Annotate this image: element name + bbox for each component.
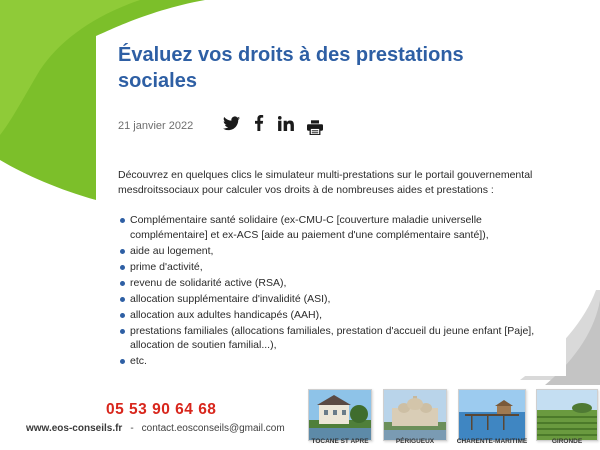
list-item: prime d'activité, [118, 260, 558, 275]
article-date: 21 janvier 2022 [118, 120, 194, 132]
town-photo-image [537, 390, 597, 440]
share-linkedin-button[interactable] [275, 112, 297, 134]
linkedin-icon [278, 116, 294, 131]
location-label: PÉRIGUEUX [395, 438, 435, 445]
photo-tocane-st-apre [308, 389, 372, 441]
contact-separator: - [130, 423, 134, 434]
twitter-icon [223, 116, 240, 131]
article-title: Évaluez vos droits à des prestations sociales [118, 44, 464, 92]
article-card [96, 36, 566, 376]
list-item: etc. [118, 354, 558, 369]
share-facebook-button[interactable] [248, 112, 270, 134]
photo-gironde [536, 389, 598, 441]
list-item: revenu de solidarité active (RSA), [118, 276, 558, 291]
location-label: TOCANE ST APRE [311, 438, 369, 445]
email-link[interactable]: contact.eosconseils@gmail.com [141, 423, 285, 434]
photo-charente-maritime [458, 389, 526, 441]
list-item: Complémentaire santé solidaire (ex-CMU-C [couverture maladie universelle complémentaire] et ex-ACS [aide au paiement d'une complémentaire santé]), [118, 213, 558, 242]
town-photo-image [309, 390, 371, 440]
print-button[interactable] [304, 116, 326, 138]
share-twitter-button[interactable] [220, 112, 242, 134]
benefits-list [118, 213, 558, 370]
photo-perigueux [383, 389, 447, 441]
print-icon [307, 120, 323, 135]
list-item: aide au logement, [118, 244, 558, 259]
list-item: prestations familiales (allocations familiales, prestation d'accueil du jeune enfant [Paje], allocation de soutien familial...), [118, 324, 558, 353]
town-photo-image [384, 390, 446, 440]
footer-banner [0, 385, 600, 450]
list-item: allocation supplémentaire d'invalidité (ASI), [118, 292, 558, 307]
location-label: CHARENTE-MARITIME [456, 438, 528, 445]
town-photo-image [459, 390, 525, 440]
location-label: GIRONDE [551, 438, 583, 445]
website-link[interactable]: www.eos-conseils.fr [26, 423, 123, 434]
contact-line [26, 423, 285, 434]
facebook-icon [254, 115, 264, 131]
list-item: allocation aux adultes handicapés (AAH), [118, 308, 558, 323]
phone-number[interactable]: 05 53 90 64 68 [106, 401, 217, 418]
article-intro: Découvrez en quelques clics le simulateur multi-prestations sur le portail gouvernemental mesdroitssociaux pour calculer vos droits à de nombreuses aides et prestations : [118, 169, 533, 196]
